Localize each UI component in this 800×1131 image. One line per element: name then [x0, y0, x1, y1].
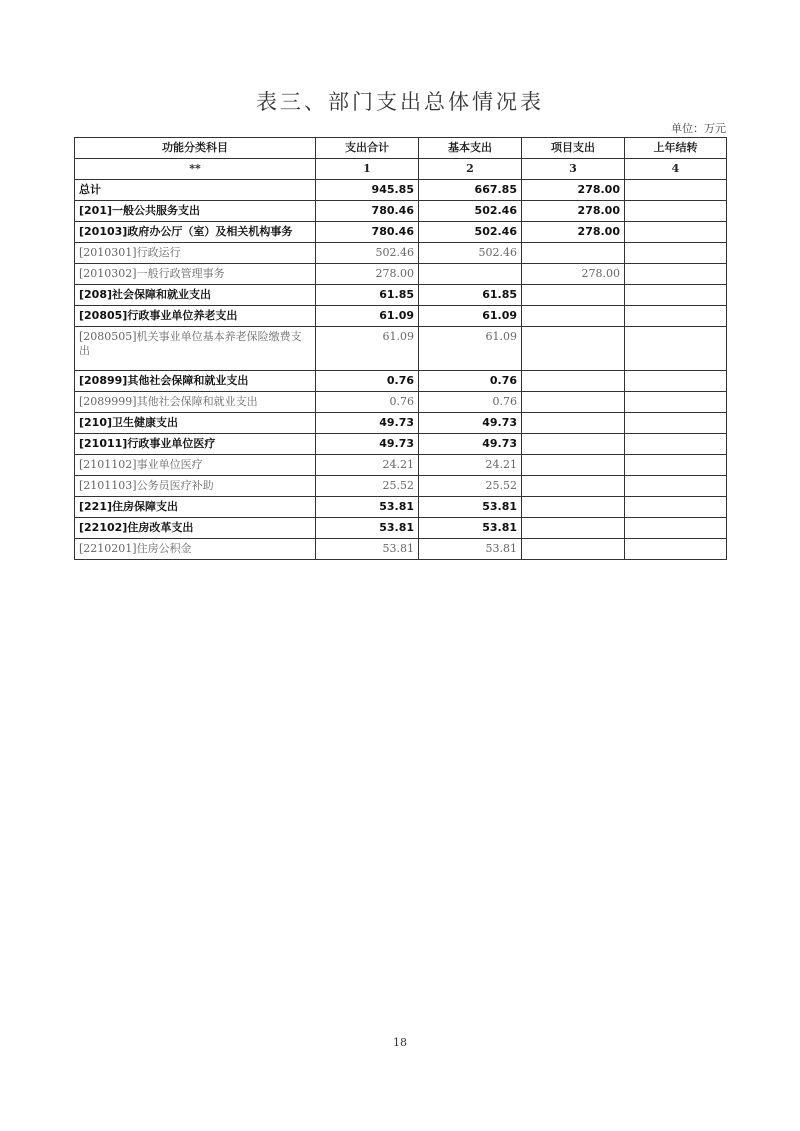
- cell-basic: 25.52: [419, 476, 522, 497]
- cell-total: 61.09: [316, 306, 419, 327]
- cell-project: 278.00: [522, 222, 625, 243]
- cell-category: [208]社会保障和就业支出: [75, 285, 316, 306]
- table-row: [75, 518, 727, 539]
- cell-basic: 53.81: [419, 497, 522, 518]
- cell-basic: 667.85: [419, 180, 522, 201]
- cell-carryover: [625, 180, 727, 201]
- cell-carryover: [625, 413, 727, 434]
- table-row: [75, 497, 727, 518]
- cell-carryover: [625, 306, 727, 327]
- cell-category: [2210201]住房公积金: [75, 539, 316, 560]
- cell-category: [2080505]机关事业单位基本养老保险缴费支出: [75, 327, 316, 371]
- cell-category: [2089999]其他社会保障和就业支出: [75, 392, 316, 413]
- table-row: [75, 413, 727, 434]
- index-cell: 1: [316, 159, 419, 180]
- cell-project: [522, 243, 625, 264]
- cell-total: 49.73: [316, 434, 419, 455]
- index-cell: **: [75, 159, 316, 180]
- cell-basic: 502.46: [419, 222, 522, 243]
- table-row: [75, 392, 727, 413]
- cell-category: [20805]行政事业单位养老支出: [75, 306, 316, 327]
- table-row: [75, 327, 727, 371]
- cell-total: 278.00: [316, 264, 419, 285]
- cell-category: [21011]行政事业单位医疗: [75, 434, 316, 455]
- cell-carryover: [625, 222, 727, 243]
- cell-basic: 0.76: [419, 392, 522, 413]
- cell-project: [522, 392, 625, 413]
- cell-project: 278.00: [522, 180, 625, 201]
- cell-carryover: [625, 434, 727, 455]
- cell-total: 53.81: [316, 539, 419, 560]
- cell-total: 25.52: [316, 476, 419, 497]
- cell-carryover: [625, 243, 727, 264]
- column-header-total: 支出合计: [316, 138, 419, 159]
- cell-total: 502.46: [316, 243, 419, 264]
- cell-basic: 0.76: [419, 371, 522, 392]
- cell-total: 53.81: [316, 497, 419, 518]
- index-row: [75, 159, 727, 180]
- cell-category: [2101103]公务员医疗补助: [75, 476, 316, 497]
- cell-basic: 502.46: [419, 201, 522, 222]
- cell-total: 61.85: [316, 285, 419, 306]
- cell-category: [20103]政府办公厅（室）及相关机构事务: [75, 222, 316, 243]
- cell-project: [522, 434, 625, 455]
- cell-project: [522, 518, 625, 539]
- cell-basic: 61.09: [419, 327, 522, 371]
- cell-project: 278.00: [522, 201, 625, 222]
- cell-total: 61.09: [316, 327, 419, 371]
- cell-project: [522, 455, 625, 476]
- cell-carryover: [625, 455, 727, 476]
- cell-category: [210]卫生健康支出: [75, 413, 316, 434]
- table-body: [75, 159, 727, 560]
- cell-basic: 24.21: [419, 455, 522, 476]
- cell-project: [522, 413, 625, 434]
- table-row: [75, 243, 727, 264]
- cell-basic: 53.81: [419, 518, 522, 539]
- cell-carryover: [625, 201, 727, 222]
- cell-carryover: [625, 392, 727, 413]
- page-number: 18: [393, 1036, 407, 1049]
- unit-label: 单位：万元: [671, 122, 726, 135]
- cell-project: [522, 476, 625, 497]
- table-row: [75, 306, 727, 327]
- cell-category: [20899]其他社会保障和就业支出: [75, 371, 316, 392]
- cell-project: [522, 285, 625, 306]
- cell-category: [2010302]一般行政管理事务: [75, 264, 316, 285]
- cell-basic: 61.85: [419, 285, 522, 306]
- cell-total: 24.21: [316, 455, 419, 476]
- cell-project: [522, 306, 625, 327]
- table-row: [75, 201, 727, 222]
- cell-category: [221]住房保障支出: [75, 497, 316, 518]
- cell-project: [522, 539, 625, 560]
- cell-carryover: [625, 371, 727, 392]
- expenditure-table: [74, 137, 727, 560]
- index-cell: 2: [419, 159, 522, 180]
- page-title: 表三、部门支出总体情况表: [256, 90, 544, 114]
- column-header-project: 项目支出: [522, 138, 625, 159]
- cell-category: [2010301]行政运行: [75, 243, 316, 264]
- table-row: [75, 455, 727, 476]
- table-row: [75, 539, 727, 560]
- cell-total: 945.85: [316, 180, 419, 201]
- cell-carryover: [625, 264, 727, 285]
- index-cell: 4: [625, 159, 727, 180]
- table-row: [75, 476, 727, 497]
- cell-category: [22102]住房改革支出: [75, 518, 316, 539]
- cell-basic: 49.73: [419, 413, 522, 434]
- table-row: [75, 285, 727, 306]
- table-row: [75, 180, 727, 201]
- cell-total: 0.76: [316, 392, 419, 413]
- index-cell: 3: [522, 159, 625, 180]
- cell-carryover: [625, 539, 727, 560]
- cell-carryover: [625, 497, 727, 518]
- column-header-carryover: 上年结转: [625, 138, 727, 159]
- cell-basic: [419, 264, 522, 285]
- cell-project: 278.00: [522, 264, 625, 285]
- column-header-basic: 基本支出: [419, 138, 522, 159]
- cell-basic: 502.46: [419, 243, 522, 264]
- cell-basic: 49.73: [419, 434, 522, 455]
- table-row: [75, 222, 727, 243]
- cell-carryover: [625, 476, 727, 497]
- cell-project: [522, 497, 625, 518]
- cell-project: [522, 371, 625, 392]
- cell-carryover: [625, 327, 727, 371]
- column-header-category: 功能分类科目: [75, 138, 316, 159]
- cell-category: [2101102]事业单位医疗: [75, 455, 316, 476]
- table-row: [75, 434, 727, 455]
- cell-total: 53.81: [316, 518, 419, 539]
- cell-carryover: [625, 518, 727, 539]
- table-row: [75, 264, 727, 285]
- cell-carryover: [625, 285, 727, 306]
- cell-total: 780.46: [316, 201, 419, 222]
- cell-project: [522, 327, 625, 371]
- cell-total: 0.76: [316, 371, 419, 392]
- cell-basic: 53.81: [419, 539, 522, 560]
- cell-basic: 61.09: [419, 306, 522, 327]
- table-header-row: [75, 138, 727, 159]
- cell-category: 总计: [75, 180, 316, 201]
- cell-total: 49.73: [316, 413, 419, 434]
- table-row: [75, 371, 727, 392]
- cell-total: 780.46: [316, 222, 419, 243]
- cell-category: [201]一般公共服务支出: [75, 201, 316, 222]
